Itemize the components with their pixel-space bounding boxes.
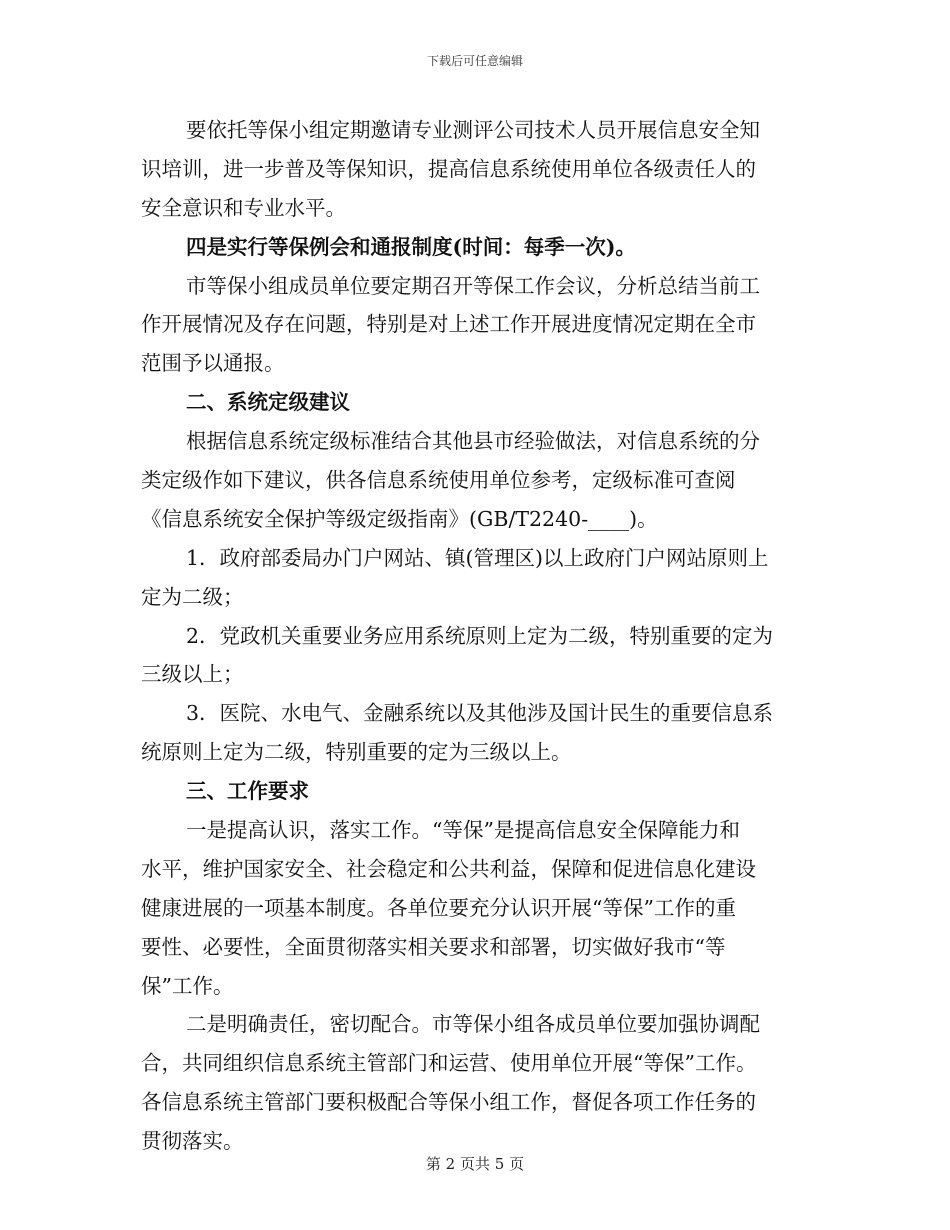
text-line: 贯彻落实。 — [141, 1129, 244, 1154]
text-line: 作开展情况及存在问题，特别是对上述工作开展进度情况定期在全市 — [141, 312, 756, 337]
text-line: 3．医院、水电气、金融系统以及其他涉及国计民生的重要信息系 — [186, 701, 774, 726]
text-line: 健康进展的一项基本制度。各单位要充分认识开展“等保”工作的重 — [141, 895, 736, 920]
section-heading-line: 三、工作要求 — [186, 779, 309, 804]
section-heading-line: 四是实行等保例会和通报制度(时间：每季一次)。 — [186, 234, 636, 259]
text-line: 各信息系统主管部门要积极配合等保小组工作，督促各项工作任务的 — [141, 1090, 756, 1115]
document-body — [141, 111, 809, 1161]
text-line: 要依托等保小组定期邀请专业测评公司技术人员开展信息安全知 — [186, 118, 760, 142]
text-line: 范围予以通报。 — [141, 351, 285, 376]
text-line: 保”工作。 — [141, 973, 234, 998]
text-line: 安全意识和专业水平。 — [141, 195, 346, 220]
text-line: 市等保小组成员单位要定期召开等保工作会议，分析总结当前工 — [186, 273, 760, 298]
page-footer: 第 2 页共 5 页 — [425, 1155, 525, 1173]
section-heading-line: 二、系统定级建议 — [186, 390, 350, 415]
text-line: 1．政府部委局办门户网站、镇(管理区)以上政府门户网站原则上 — [186, 545, 769, 570]
text-line: 一是提高认识，落实工作。“等保”是提高信息安全保障能力和 — [186, 818, 740, 843]
text-line: 水平，维护国家安全、社会稳定和公共利益，保障和促进信息化建设 — [141, 856, 756, 881]
text-line: 2．党政机关重要业务应用系统原则上定为二级，特别重要的定为 — [186, 623, 774, 648]
text-line: 类定级作如下建议，供各信息系统使用单位参考，定级标准可查阅 — [141, 468, 736, 493]
text-line: 三级以上； — [141, 662, 244, 687]
text-line: 统原则上定为二级，特别重要的定为三级以上。 — [141, 740, 572, 765]
text-line: 二是明确责任，密切配合。市等保小组各成员单位要加强协调配 — [186, 1012, 760, 1037]
text-line: 合，共同组织信息系统主管部门和运营、使用单位开展“等保”工作。 — [141, 1051, 757, 1076]
text-line: 《信息系统安全保护等级定级指南》(GB/T2240-____)。 — [141, 506, 658, 531]
text-line: 要性、必要性，全面贯彻落实相关要求和部署，切实做好我市“等 — [141, 934, 726, 959]
text-line: 根据信息系统定级标准结合其他县市经验做法，对信息系统的分 — [186, 429, 760, 454]
text-line: 定为二级； — [141, 584, 244, 609]
page-header: 下载后可任意编辑 — [426, 54, 523, 68]
text-line: 识培训，进一步普及等保知识，提高信息系统使用单位各级责任人的 — [141, 156, 756, 181]
